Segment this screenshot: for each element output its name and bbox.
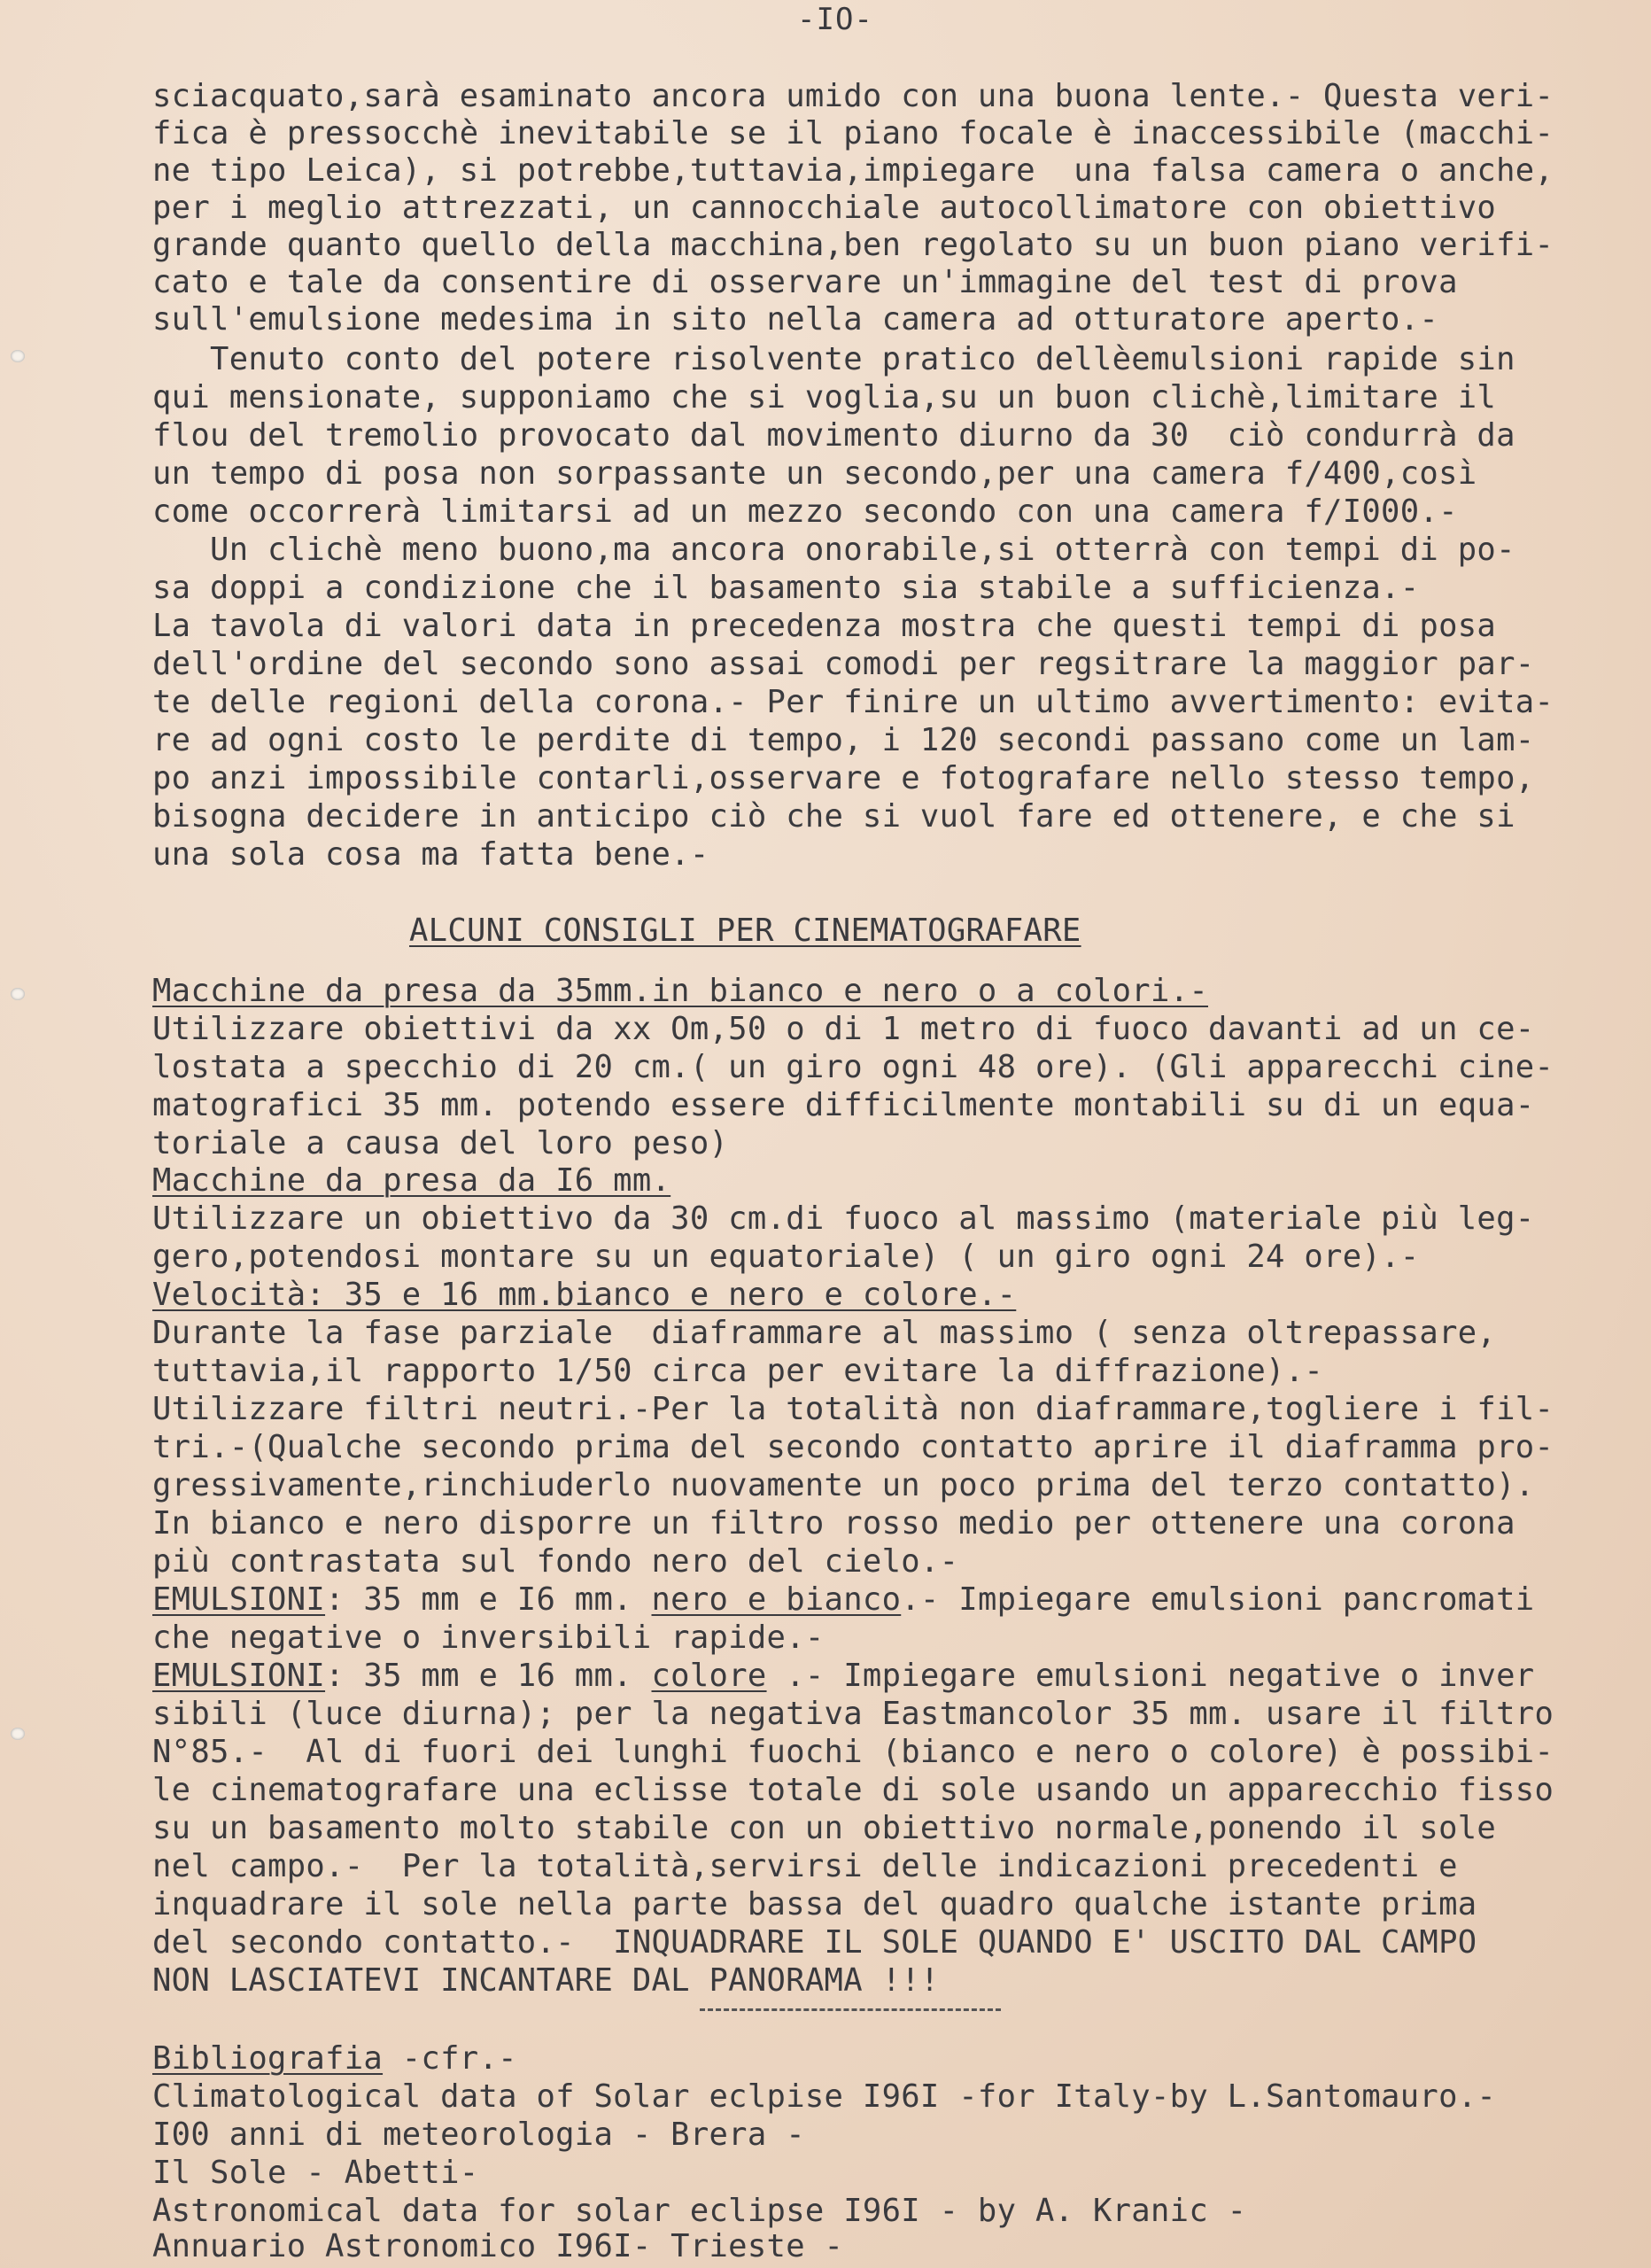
emulsion-text: .- Impiegare emulsioni pancromati [901, 1581, 1535, 1618]
bibliography-heading-line [152, 2040, 517, 2078]
text-line: Utilizzare obiettivi da xx Om,50 o di 1 metro di fuoco davanti ad un ce- [152, 1011, 1535, 1047]
text-line: un tempo di posa non sorpassante un secondo,per una camera f/400,così [152, 455, 1477, 492]
emulsion-format: : 35 mm e 16 mm. [325, 1658, 652, 1694]
emulsion-format: : 35 mm e I6 mm. [325, 1581, 652, 1618]
text-line: come occorrerà limitarsi ad un mezzo secondo con una camera f/I000.- [152, 493, 1458, 530]
text-line: sibili (luce diurna); per la negativa Eastmancolor 35 mm. usare il filtro [152, 1696, 1554, 1732]
bibliography-item: Il Sole - Abetti- [152, 2155, 479, 2191]
bibliography-heading: Bibliografia [152, 2040, 384, 2077]
emulsion-type: nero e bianco [651, 1581, 902, 1618]
subsection-heading: Macchine da presa da 35mm.in bianco e nero o a colori.- [152, 973, 1209, 1009]
text-line: Tenuto conto del potere risolvente pratico dellèemulsioni rapide sin [152, 341, 1515, 377]
text-line: che negative o inversibili rapide.- [152, 1619, 825, 1656]
emulsion-text: .- Impiegare emulsioni negative o inver [766, 1658, 1535, 1694]
emulsion-line [152, 1658, 1534, 1695]
binder-hole [11, 1728, 25, 1740]
text-line: re ad ogni costo le perdite di tempo, i 120 secondi passano come un lam- [152, 722, 1535, 758]
subsection-heading: Velocità: 35 e 16 mm.bianco e nero e colore.- [152, 1277, 1017, 1313]
text-line: nel campo.- Per la totalità,servirsi delle indicazioni precedenti e [152, 1848, 1458, 1884]
text-line: per i meglio attrezzati, un cannocchiale autocollimatore con obiettivo [152, 190, 1497, 226]
text-line: te delle regioni della corona.- Per finire un ultimo avvertimento: evita- [152, 684, 1554, 720]
text-line: ne tipo Leica), si potrebbe,tuttavia,impiegare una falsa camera o anche, [152, 152, 1554, 189]
bibliography-item: Annuario Astronomico I96I- Trieste - [152, 2228, 844, 2264]
text-line: Utilizzare un obiettivo da 30 cm.di fuoco al massimo (materiale più leg- [152, 1200, 1535, 1237]
separator-line [700, 2008, 1001, 2011]
text-line: qui mensionate, supponiamo che si voglia,su un buon clichè,limitare il [152, 379, 1497, 416]
text-line: tri.-(Qualche secondo prima del secondo contatto aprire il diaframma pro- [152, 1429, 1554, 1465]
bibliography-item: Astronomical data for solar eclipse I96I - by A. Kranic - [152, 2193, 1247, 2229]
page-number: -IO- [797, 2, 873, 37]
section-title: ALCUNI CONSIGLI PER CINEMATOGRAFARE [409, 913, 1081, 949]
text-line: bisogna decidere in anticipo ciò che si vuol fare ed ottenere, e che si [152, 798, 1515, 835]
text-line: matografici 35 mm. potendo essere difficilmente montabili su di un equa- [152, 1087, 1535, 1123]
text-line: Durante la fase parziale diaframmare al massimo ( senza oltrepassare, [152, 1315, 1497, 1351]
text-line: N°85.- Al di fuori dei lunghi fuochi (bianco e nero o colore) è possibi- [152, 1734, 1554, 1770]
text-line: del secondo contatto.- INQUADRARE IL SOLE QUANDO E' USCITO DAL CAMPO [152, 1924, 1477, 1961]
text-line: tuttavia,il rapporto 1/50 circa per evitare la diffrazione).- [152, 1353, 1324, 1389]
text-line: Utilizzare filtri neutri.-Per la totalità non diaframmare,togliere i fil- [152, 1391, 1554, 1427]
text-line: inquadrare il sole nella parte bassa del quadro qualche istante prima [152, 1886, 1477, 1922]
bibliography-item: Climatological data of Solar eclpise I96I -for Italy-by L.Santomauro.- [152, 2078, 1497, 2115]
text-line: Un clichè meno buono,ma ancora onorabile,si otterrà con tempi di po- [152, 532, 1515, 568]
text-line: lostata a specchio di 20 cm.( un giro ogni 48 ore). (Gli apparecchi cine- [152, 1049, 1554, 1085]
text-line: una sola cosa ma fatta bene.- [152, 836, 709, 873]
text-line: su un basamento molto stabile con un obiettivo normale,ponendo il sole [152, 1810, 1497, 1846]
bibliography-item: I00 anni di meteorologia - Brera - [152, 2117, 805, 2153]
emulsion-label: EMULSIONI [152, 1658, 326, 1694]
binder-hole [11, 988, 25, 1000]
emulsion-label: EMULSIONI [152, 1581, 326, 1618]
text-line: po anzi impossibile contarli,osservare e fotografare nello stesso tempo, [152, 760, 1535, 796]
text-line: fica è pressocchè inevitabile se il piano focale è inaccessibile (macchi- [152, 115, 1554, 151]
text-line: cato e tale da consentire di osservare un'immagine del test di prova [152, 264, 1458, 300]
text-line: In bianco e nero disporre un filtro rosso medio per ottenere una corona [152, 1505, 1515, 1542]
emulsion-line [152, 1581, 1534, 1619]
text-line: sull'emulsione medesima in sito nella camera ad otturatore aperto.- [152, 301, 1439, 338]
text-line: NON LASCIATEVI INCANTARE DAL PANORAMA !!! [152, 1962, 940, 1999]
text-line: gero,potendosi montare su un equatoriale) ( un giro ogni 24 ore).- [152, 1239, 1420, 1275]
text-line: sa doppi a condizione che il basamento sia stabile a sufficienza.- [152, 570, 1420, 606]
text-line: gressivamente,rinchiuderlo nuovamente un poco prima del terzo contatto). [152, 1467, 1535, 1503]
text-line: flou del tremolio provocato dal movimento diurno da 30 ciò condurrà da [152, 417, 1515, 454]
emulsion-type: colore [651, 1658, 767, 1694]
text-line: grande quanto quello della macchina,ben regolato su un buon piano verifi- [152, 227, 1554, 263]
text-line: toriale a causa del loro peso) [152, 1125, 729, 1161]
text-line: La tavola di valori data in precedenza mostra che questi tempi di posa [152, 608, 1497, 644]
binder-hole [11, 350, 25, 362]
text-line: più contrastata sul fondo nero del cielo.- [152, 1543, 959, 1580]
text-line: le cinematografare una eclisse totale di sole usando un apparecchio fisso [152, 1772, 1554, 1808]
text-line: dell'ordine del secondo sono assai comodi per regsitrare la maggior par- [152, 646, 1535, 682]
subsection-heading: Macchine da presa da I6 mm. [152, 1162, 671, 1199]
text-line: sciacquato,sarà esaminato ancora umido con una buona lente.- Questa veri- [152, 78, 1554, 114]
bibliography-suffix: -cfr.- [383, 2040, 517, 2077]
